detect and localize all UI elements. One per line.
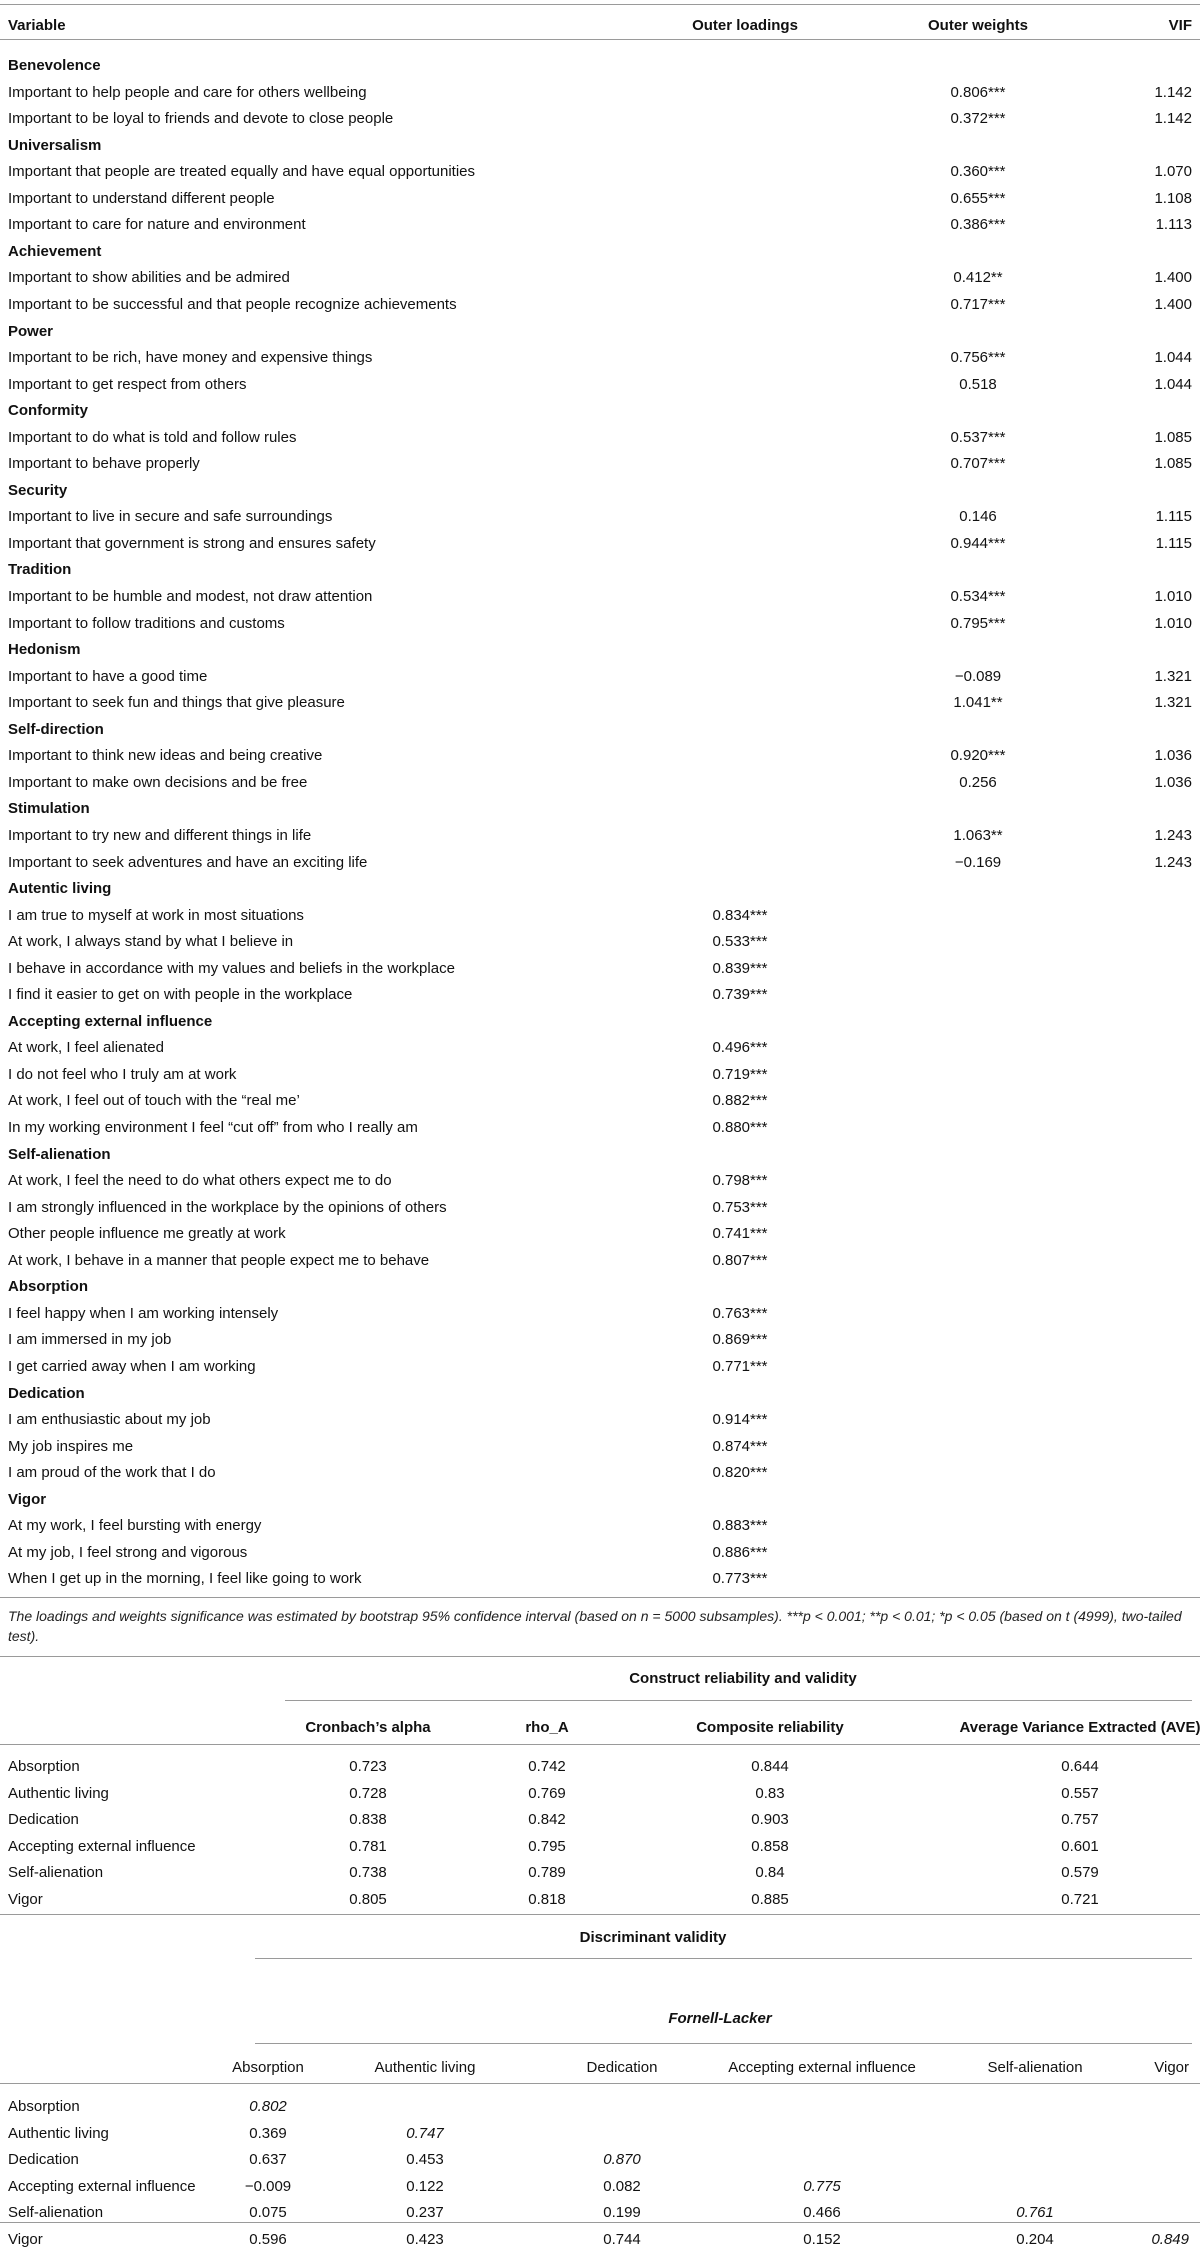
vif-value: 1.243 (1154, 826, 1192, 844)
outer-loading-value: 0.807*** (712, 1251, 768, 1269)
sqrt-ave-diagonal: 0.849 (1151, 2230, 1189, 2248)
vif-value: 1.044 (1154, 349, 1192, 367)
table-row (0, 1220, 1200, 1247)
table-row (0, 610, 1200, 637)
outer-loading-value: 0.773*** (712, 1570, 768, 1588)
correlation-value: 0.466 (803, 2204, 841, 2222)
item-label: Important to behave properly (8, 455, 200, 473)
item-label: I am strongly influenced in the workplace by the opinions of others (8, 1198, 447, 1216)
outer-weight-value: 0.920*** (950, 747, 1006, 765)
vif-value: 1.010 (1154, 588, 1192, 605)
vif-value: 1.243 (1154, 853, 1192, 871)
sqrt-ave-diagonal: 0.775 (803, 2177, 841, 2195)
vif-value: 1.036 (1154, 747, 1192, 765)
item-label: I am enthusiastic about my job (8, 1411, 211, 1429)
group-name: Autentic living (8, 880, 112, 898)
reliability-row (0, 1780, 1200, 1807)
reliability-value: 0.842 (528, 1811, 566, 1829)
correlation-value: 0.122 (406, 2177, 444, 2195)
outer-loading-value: 0.719*** (712, 1065, 768, 1083)
item-label: When I get up in the morning, I feel like going to work (8, 1570, 362, 1588)
reliability-value: 0.83 (755, 1784, 785, 1802)
item-label: Important to live in secure and safe surroundings (8, 508, 333, 526)
outer-loading-value: 0.753*** (712, 1198, 768, 1216)
correlation-value: 0.082 (603, 2177, 641, 2195)
discriminant-header: Vigor (1154, 2059, 1189, 2076)
item-label: At work, I feel out of touch with the “real me’ (8, 1092, 300, 1110)
vif-value: 1.142 (1154, 83, 1192, 101)
correlation-value: 0.744 (603, 2230, 641, 2248)
group-row (0, 318, 1200, 345)
table-row (0, 264, 1200, 291)
construct-name: Vigor (8, 1890, 43, 1908)
sqrt-ave-diagonal: 0.802 (249, 2098, 287, 2115)
group-name: Achievement (8, 242, 102, 260)
header-outer-loadings: Outer loadings (692, 17, 798, 34)
table-row (0, 769, 1200, 796)
table-row (0, 344, 1200, 371)
correlation-value: 0.237 (406, 2204, 444, 2222)
reliability-value: 0.795 (528, 1837, 566, 1855)
reliability-value: 0.838 (349, 1811, 387, 1829)
table3-top-rule (0, 1914, 1200, 1915)
group-name: Self-direction (8, 720, 104, 738)
vif-value: 1.036 (1154, 773, 1192, 791)
outer-loading-value: 0.798*** (712, 1172, 768, 1190)
item-label: At my job, I feel strong and vigorous (8, 1543, 248, 1561)
group-name: Universalism (8, 136, 102, 154)
correlation-value: 0.075 (249, 2204, 287, 2222)
table2-top-rule (0, 1656, 1200, 1657)
group-name: Absorption (8, 1278, 88, 1296)
vif-value: 1.044 (1154, 375, 1192, 393)
reliability-row (0, 1806, 1200, 1833)
outer-weight-value: 0.944*** (950, 534, 1006, 552)
table-row (0, 450, 1200, 477)
item-label: I feel happy when I am working intensely (8, 1304, 279, 1322)
group-name: Security (8, 481, 68, 499)
discriminant-row (0, 2120, 1200, 2147)
table-row (0, 1194, 1200, 1221)
table-row (0, 1512, 1200, 1539)
discriminant-header-row (0, 2054, 1200, 2081)
reliability-value: 0.601 (1061, 1837, 1099, 1855)
construct-name: Authentic living (8, 1784, 109, 1802)
reliability-value: 0.557 (1061, 1784, 1099, 1802)
item-label: Important to show abilities and be admired (8, 269, 290, 287)
table-row (0, 1326, 1200, 1353)
correlation-value: 0.596 (249, 2230, 287, 2248)
outer-weight-value: 0.795*** (950, 614, 1006, 632)
group-name: Dedication (8, 1384, 85, 1402)
item-label: Important to follow traditions and customs (8, 614, 285, 632)
item-label: Important to be humble and modest, not draw attention (8, 588, 373, 605)
reliability-value: 0.805 (349, 1890, 387, 1908)
group-row (0, 238, 1200, 265)
vif-value: 1.085 (1154, 455, 1192, 473)
reliability-value: 0.789 (528, 1864, 566, 1882)
item-label: Important to seek fun and things that give pleasure (8, 694, 345, 712)
construct-name: Accepting external influence (8, 2177, 196, 2195)
table-row (0, 424, 1200, 451)
reliability-value: 0.781 (349, 1837, 387, 1855)
reliability-header: Average Variance Extracted (AVE) (959, 1719, 1200, 1736)
group-row (0, 795, 1200, 822)
outer-loading-value: 0.883*** (712, 1517, 768, 1535)
vif-value: 1.108 (1154, 189, 1192, 207)
table-row (0, 1565, 1200, 1592)
vif-value: 1.085 (1154, 428, 1192, 446)
table-row (0, 1459, 1200, 1486)
reliability-header: rho_A (525, 1719, 569, 1736)
item-label: Important to do what is told and follow rules (8, 428, 297, 446)
outer-loading-value: 0.882*** (712, 1092, 768, 1110)
discriminant-header: Self-alienation (987, 2059, 1083, 2076)
correlation-value: −0.009 (244, 2177, 292, 2195)
outer-loading-value: 0.533*** (712, 933, 768, 951)
sqrt-ave-diagonal: 0.870 (603, 2151, 641, 2169)
group-row (0, 875, 1200, 902)
table-row (0, 105, 1200, 132)
discriminant-header: Accepting external influence (728, 2059, 916, 2076)
reliability-value: 0.721 (1061, 1890, 1099, 1908)
outer-weight-value: 0.146 (959, 508, 997, 526)
sqrt-ave-diagonal: 0.747 (406, 2124, 444, 2142)
outer-loading-value: 0.763*** (712, 1304, 768, 1322)
table-row (0, 955, 1200, 982)
item-label: I behave in accordance with my values and beliefs in the workplace (8, 959, 455, 977)
reliability-value: 0.742 (528, 1758, 566, 1775)
outer-loading-value: 0.839*** (712, 959, 768, 977)
item-label: Important that government is strong and ensures safety (8, 534, 376, 552)
outer-loading-value: 0.834*** (712, 906, 768, 924)
table-row (0, 1406, 1200, 1433)
discriminant-row (0, 2226, 1200, 2253)
reliability-row (0, 1753, 1200, 1780)
item-label: I get carried away when I am working (8, 1357, 256, 1375)
group-row (0, 1380, 1200, 1407)
group-name: Power (8, 322, 54, 340)
outer-loading-value: 0.741*** (712, 1225, 768, 1243)
vif-value: 1.115 (1155, 508, 1192, 526)
table3-bottom-rule (0, 2222, 1200, 2223)
group-name: Conformity (8, 402, 88, 420)
table-row (0, 1087, 1200, 1114)
vif-value: 1.142 (1154, 110, 1192, 128)
item-label: Important to get respect from others (8, 375, 247, 393)
group-name: Self-alienation (8, 1145, 111, 1163)
group-row (0, 52, 1200, 79)
outer-weight-value: −0.169 (954, 853, 1002, 871)
construct-name: Authentic living (8, 2124, 109, 2142)
correlation-value: 0.199 (603, 2204, 641, 2222)
group-row (0, 716, 1200, 743)
outer-weight-value: 0.360*** (950, 163, 1006, 181)
outer-weight-value: −0.089 (954, 667, 1002, 685)
header-outer-weights: Outer weights (927, 17, 1029, 34)
reliability-value: 0.728 (349, 1784, 387, 1802)
table1-top-rule (0, 4, 1200, 5)
group-row (0, 1008, 1200, 1035)
header-variable: Variable (8, 17, 66, 34)
group-name: Accepting external influence (8, 1012, 213, 1030)
table-row (0, 849, 1200, 876)
vif-value: 1.113 (1155, 216, 1192, 234)
item-label: Important to be successful and that people recognize achievements (8, 295, 457, 313)
table-row (0, 1433, 1200, 1460)
construct-name: Absorption (8, 1758, 80, 1775)
outer-weight-value: 0.756*** (950, 349, 1006, 367)
table-row (0, 981, 1200, 1008)
discriminant-row (0, 2093, 1200, 2120)
reliability-header: Composite reliability (696, 1719, 844, 1736)
sqrt-ave-diagonal: 0.761 (1016, 2204, 1054, 2222)
outer-weight-value: 0.518 (959, 375, 997, 393)
item-label: At work, I feel the need to do what others expect me to do (8, 1172, 392, 1190)
construct-name: Dedication (8, 1811, 79, 1829)
outer-loading-value: 0.914*** (712, 1411, 768, 1429)
table-row (0, 185, 1200, 212)
reliability-value: 0.844 (751, 1758, 789, 1775)
group-row (0, 636, 1200, 663)
table-row (0, 79, 1200, 106)
item-label: Important to be loyal to friends and devote to close people (8, 110, 394, 128)
fornell-lacker-subtitle: Fornell-Lacker (668, 2010, 772, 2027)
group-row (0, 132, 1200, 159)
item-label: In my working environment I feel “cut off” from who I really am (8, 1119, 418, 1136)
item-label: Important to care for nature and environment (8, 216, 306, 234)
outer-weight-value: 0.655*** (950, 189, 1006, 207)
table-row (0, 291, 1200, 318)
item-label: My job inspires me (8, 1437, 134, 1455)
correlation-value: 0.204 (1016, 2230, 1054, 2248)
reliability-title-rule (285, 1700, 1192, 1701)
outer-loading-value: 0.820*** (712, 1464, 768, 1482)
reliability-value: 0.858 (751, 1837, 789, 1855)
item-label: Important to think new ideas and being creative (8, 747, 323, 765)
outer-weight-value: 0.717*** (950, 295, 1006, 313)
discriminant-header: Absorption (232, 2059, 304, 2076)
item-label: At work, I feel alienated (8, 1039, 164, 1057)
discriminant-row (0, 2173, 1200, 2200)
outer-loading-value: 0.886*** (712, 1543, 768, 1561)
item-label: Important to understand different people (8, 189, 275, 207)
table-row (0, 503, 1200, 530)
vif-value: 1.321 (1154, 667, 1192, 685)
discriminant-title: Discriminant validity (579, 1929, 727, 1946)
correlation-value: 0.369 (249, 2124, 287, 2142)
group-row (0, 556, 1200, 583)
discriminant-title-rule (255, 1958, 1192, 1959)
reliability-value: 0.644 (1061, 1758, 1099, 1775)
reliability-value: 0.579 (1061, 1864, 1099, 1882)
reliability-value: 0.738 (349, 1864, 387, 1882)
outer-weight-value: 0.256 (959, 773, 997, 791)
item-label: Important to help people and care for others wellbeing (8, 83, 367, 101)
group-name: Tradition (8, 561, 72, 579)
group-row (0, 1141, 1200, 1168)
reliability-title: Construct reliability and validity (629, 1670, 857, 1687)
reliability-header-row (0, 1714, 1200, 1741)
table1-header-rule (0, 39, 1200, 40)
table-row (0, 1300, 1200, 1327)
item-label: At work, I behave in a manner that people expect me to behave (8, 1251, 430, 1269)
reliability-row (0, 1859, 1200, 1886)
vif-value: 1.400 (1154, 269, 1192, 287)
correlation-value: 0.453 (406, 2151, 444, 2169)
correlation-value: 0.152 (803, 2230, 841, 2248)
table-row (0, 1061, 1200, 1088)
item-label: I do not feel who I truly am at work (8, 1065, 237, 1083)
group-row (0, 477, 1200, 504)
table-row (0, 158, 1200, 185)
construct-name: Self-alienation (8, 2204, 104, 2222)
item-label: I am proud of the work that I do (8, 1464, 216, 1482)
group-name: Stimulation (8, 800, 90, 818)
discriminant-row (0, 2146, 1200, 2173)
outer-loading-value: 0.869*** (712, 1331, 768, 1349)
reliability-header-rule (0, 1744, 1200, 1745)
table-row (0, 1539, 1200, 1566)
discriminant-header: Dedication (586, 2059, 658, 2076)
correlation-value: 0.637 (249, 2151, 287, 2169)
table-row (0, 1353, 1200, 1380)
group-name: Vigor (8, 1490, 47, 1508)
vif-value: 1.115 (1155, 534, 1192, 552)
table-row (0, 1167, 1200, 1194)
table-row (0, 1034, 1200, 1061)
table-row (0, 211, 1200, 238)
correlation-value: 0.423 (406, 2230, 444, 2248)
outer-weight-value: 0.386*** (950, 216, 1006, 234)
outer-weight-value: 0.806*** (950, 83, 1006, 101)
table-row (0, 663, 1200, 690)
table-row (0, 822, 1200, 849)
reliability-value: 0.885 (751, 1890, 789, 1908)
reliability-header: Cronbach’s alpha (305, 1719, 431, 1736)
table-row (0, 530, 1200, 557)
reliability-row (0, 1833, 1200, 1860)
vif-value: 1.010 (1154, 614, 1192, 632)
outer-weight-value: 1.041** (953, 694, 1003, 712)
outer-loading-value: 0.739*** (712, 986, 768, 1004)
table-row (0, 742, 1200, 769)
outer-loading-value: 0.874*** (712, 1437, 768, 1455)
reliability-value: 0.84 (755, 1864, 785, 1882)
table-row (0, 371, 1200, 398)
item-label: Important to seek adventures and have an exciting life (8, 853, 368, 871)
reliability-value: 0.903 (751, 1811, 789, 1829)
construct-name: Vigor (8, 2230, 43, 2248)
header-vif: VIF (1168, 17, 1192, 34)
item-label: Important to try new and different things in life (8, 826, 312, 844)
table1-header-row (0, 12, 1200, 39)
outer-weight-value: 0.412** (953, 269, 1003, 287)
vif-value: 1.321 (1154, 694, 1192, 712)
outer-weight-value: 0.707*** (950, 455, 1006, 473)
vif-value: 1.070 (1154, 163, 1192, 181)
item-label: Important that people are treated equally and have equal opportunities (8, 163, 475, 181)
item-label: Important to have a good time (8, 667, 208, 685)
table-row (0, 902, 1200, 929)
group-name: Hedonism (8, 641, 81, 659)
item-label: At work, I always stand by what I believe in (8, 933, 294, 951)
construct-name: Dedication (8, 2151, 79, 2169)
discriminant-header-rule (0, 2083, 1200, 2084)
table1-footnote: The loadings and weights significance was estimated by bootstrap 95% confidence interval (based on n = 5000 subsamples). ***p < 0.001; **p < 0.01; *p < 0.05 (based on t (4999), two-tailed test). (8, 1608, 1182, 1644)
reliability-row (0, 1886, 1200, 1913)
group-row (0, 1486, 1200, 1513)
outer-weight-value: 0.534*** (950, 588, 1006, 605)
reliability-value: 0.723 (349, 1758, 387, 1775)
group-name: Benevolence (8, 57, 101, 74)
outer-weight-value: 0.537*** (950, 428, 1006, 446)
table-row (0, 583, 1200, 610)
item-label: I am true to myself at work in most situations (8, 906, 304, 924)
table-row (0, 928, 1200, 955)
outer-loading-value: 0.771*** (712, 1357, 768, 1375)
item-label: Important to make own decisions and be free (8, 773, 308, 791)
table-row (0, 1114, 1200, 1141)
construct-name: Accepting external influence (8, 1837, 196, 1855)
vif-value: 1.400 (1154, 295, 1192, 313)
item-label: I find it easier to get on with people in the workplace (8, 986, 353, 1004)
reliability-value: 0.757 (1061, 1811, 1099, 1829)
outer-loading-value: 0.880*** (712, 1119, 768, 1136)
reliability-value: 0.769 (528, 1784, 566, 1802)
fornell-lacker-rule (255, 2043, 1192, 2044)
item-label: Important to be rich, have money and expensive things (8, 349, 373, 367)
construct-name: Absorption (8, 2098, 80, 2115)
group-row (0, 1273, 1200, 1300)
item-label: At my work, I feel bursting with energy (8, 1517, 262, 1535)
item-label: Other people influence me greatly at work (8, 1225, 286, 1243)
outer-loading-value: 0.496*** (712, 1039, 768, 1057)
outer-weight-value: 1.063** (953, 826, 1003, 844)
table-row (0, 1247, 1200, 1274)
table1-bottom-rule (0, 1597, 1200, 1598)
group-row (0, 397, 1200, 424)
reliability-value: 0.818 (528, 1890, 566, 1908)
discriminant-header: Authentic living (374, 2059, 476, 2076)
table-row (0, 689, 1200, 716)
outer-weight-value: 0.372*** (950, 110, 1006, 128)
construct-name: Self-alienation (8, 1864, 104, 1882)
item-label: I am immersed in my job (8, 1331, 172, 1349)
